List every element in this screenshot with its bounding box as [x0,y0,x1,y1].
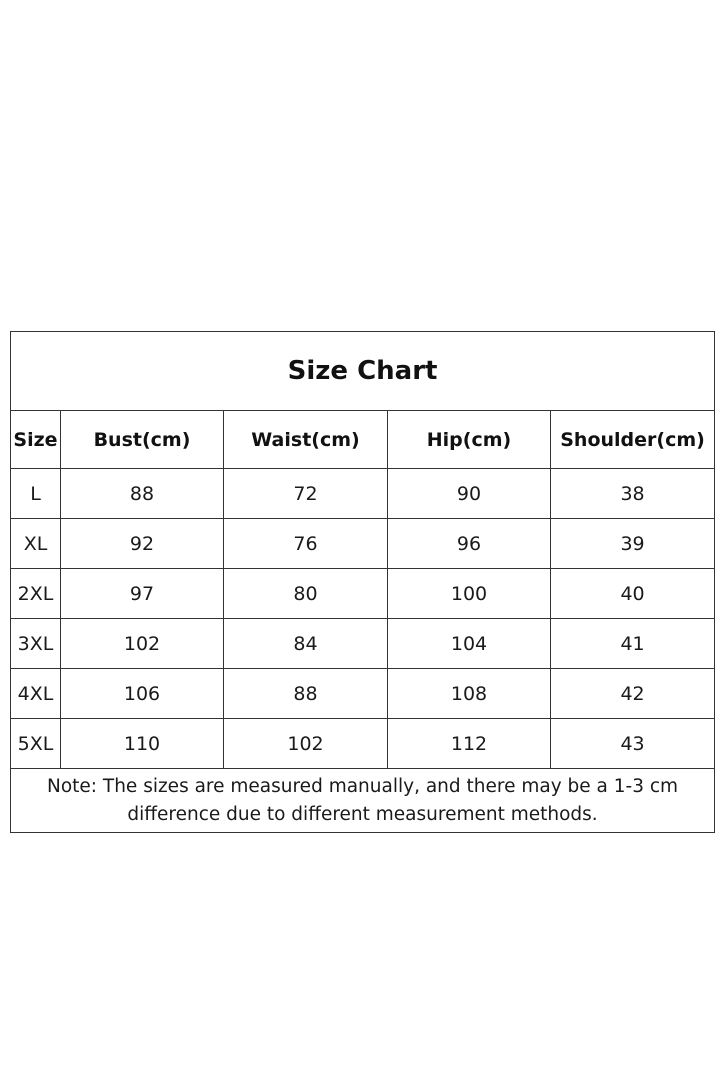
table-row [11,719,715,769]
cell-hip: 96 [388,519,551,569]
cell-waist: 88 [224,669,388,719]
cell-size: 4XL [11,669,61,719]
size-chart-table [10,331,715,833]
cell-bust: 97 [61,569,224,619]
table-row [11,569,715,619]
cell-bust: 106 [61,669,224,719]
cell-bust: 102 [61,619,224,669]
cell-hip: 112 [388,719,551,769]
cell-size: 2XL [11,569,61,619]
header-row [11,411,715,469]
cell-shoulder: 43 [551,719,715,769]
table-row [11,669,715,719]
table-row [11,469,715,519]
cell-hip: 108 [388,669,551,719]
cell-shoulder: 38 [551,469,715,519]
cell-hip: 100 [388,569,551,619]
header-hip: Hip(cm) [388,411,551,469]
header-shoulder: Shoulder(cm) [551,411,715,469]
cell-size: 3XL [11,619,61,669]
cell-shoulder: 42 [551,669,715,719]
cell-shoulder: 41 [551,619,715,669]
header-size: Size [11,411,61,469]
cell-waist: 72 [224,469,388,519]
note-row [11,769,715,833]
header-bust: Bust(cm) [61,411,224,469]
cell-size: XL [11,519,61,569]
cell-shoulder: 39 [551,519,715,569]
cell-bust: 110 [61,719,224,769]
cell-size: 5XL [11,719,61,769]
cell-hip: 90 [388,469,551,519]
cell-waist: 80 [224,569,388,619]
note-line: difference due to different measurement methods. [127,803,598,825]
cell-waist: 76 [224,519,388,569]
cell-hip: 104 [388,619,551,669]
cell-size: L [11,469,61,519]
note-line: Note: The sizes are measured manually, and there may be a 1-3 cm [47,775,679,797]
measurement-note [11,769,715,833]
size-chart-body [11,332,715,833]
header-waist: Waist(cm) [224,411,388,469]
chart-title: Size Chart [11,332,715,411]
cell-waist: 102 [224,719,388,769]
table-row [11,619,715,669]
cell-waist: 84 [224,619,388,669]
cell-bust: 92 [61,519,224,569]
table-row [11,519,715,569]
title-row [11,332,715,411]
cell-bust: 88 [61,469,224,519]
cell-shoulder: 40 [551,569,715,619]
